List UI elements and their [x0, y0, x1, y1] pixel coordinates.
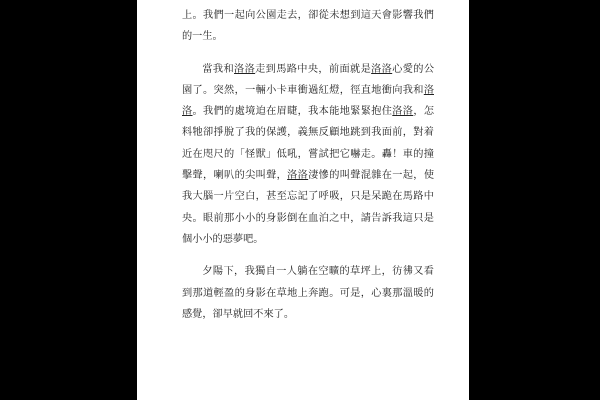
text-segment: 。我們的處境迫在眉睫，我本能地緊緊抱住: [192, 106, 393, 118]
text-segment: 當我和: [202, 63, 235, 75]
text-segment: 心愛的公園了。突然，一輛小卡車衝過紅燈，徑直地衝向我和: [182, 63, 435, 96]
paragraph-accident: [182, 59, 434, 251]
name-luoluo: 洛洛: [287, 170, 309, 182]
document-page: [137, 0, 469, 400]
text-segment: ，怎料牠卻掙脫了我的保護，義無反顧地跳到我面前，對着近在咫尺的「怪獸」低吼，嘗試把它嚇走。轟！車的撞擊聲，喇叭的尖叫聲，: [182, 106, 435, 182]
paragraph-continued: 上。我們一起向公園走去，卻從未想到這天會影響我們的一生。: [182, 10, 434, 43]
name-luoluo: 洛洛: [182, 84, 434, 118]
name-luoluo: 洛洛: [392, 106, 414, 118]
story-text: [182, 5, 434, 325]
name-luoluo: 洛洛: [234, 63, 256, 75]
text-segment: 走到馬路中央，前面就是: [255, 63, 372, 75]
text-segment: 淒慘的叫聲混雜在一起，使我大腦一片空白，甚至忘記了呼吸，只是呆跪在馬路中央。眼前那小小的身影倒在血泊之中，請告訴我這只是個小小的惡夢吧。: [182, 170, 435, 245]
paragraph-sunset: 夕陽下，我獨自一人躺在空曠的草坪上，彷彿又看到那道輕盈的身影在草地上奔跑。可是，心裏那溫暖的感覺，卻早就回不來了。: [182, 266, 434, 320]
name-luoluo: 洛洛: [371, 63, 393, 75]
